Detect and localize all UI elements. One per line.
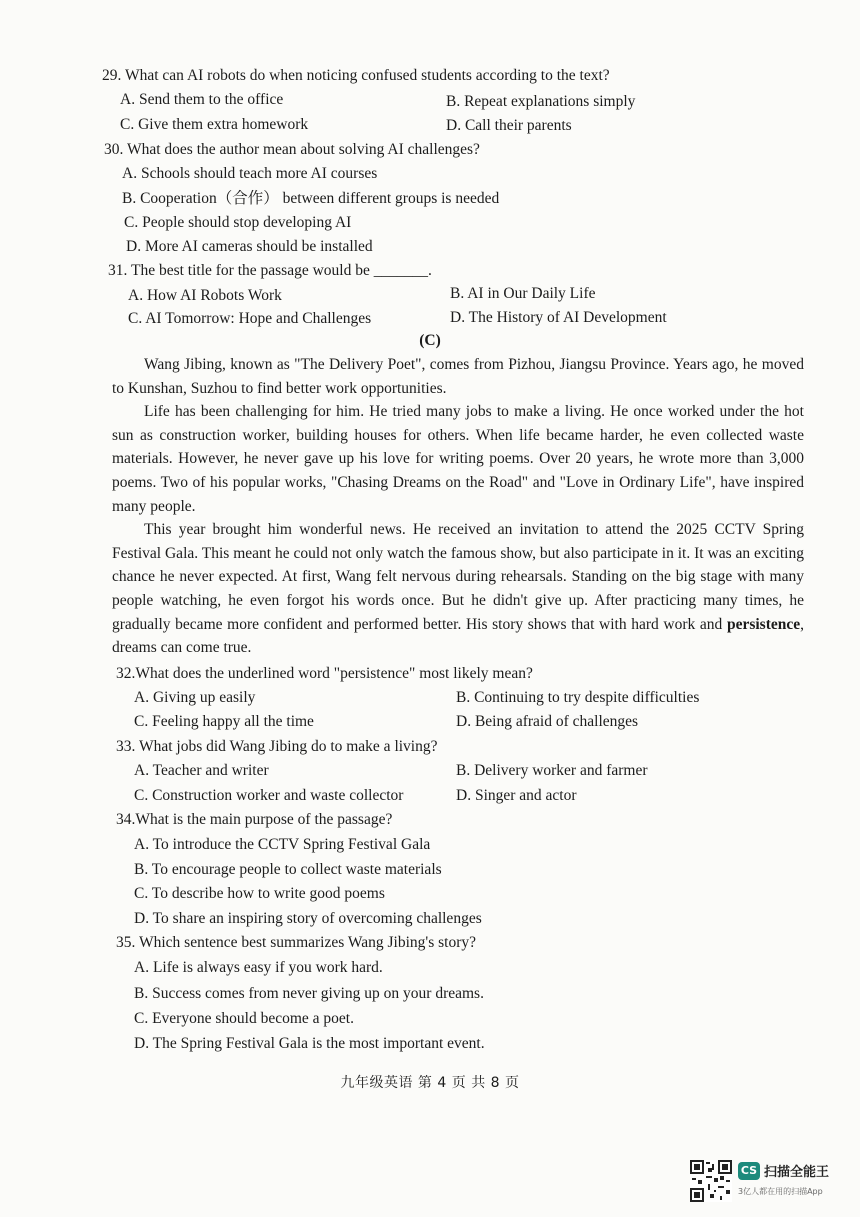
question-35-option-c: C. Everyone should become a poet. bbox=[134, 1010, 354, 1027]
scanner-tagline: 3亿人都在用的扫描App bbox=[738, 1187, 823, 1196]
question-33-option-c: C. Construction worker and waste collector bbox=[134, 787, 404, 804]
question-34-option-a: A. To introduce the CCTV Spring Festival Gala bbox=[134, 836, 431, 853]
question-29-option-d: D. Call their parents bbox=[446, 117, 572, 134]
section-c-label: (C) bbox=[419, 332, 441, 349]
question-30-option-b: B. Cooperation（合作） between different groups is needed bbox=[122, 190, 500, 207]
question-35-option-b: B. Success comes from never giving up on your dreams. bbox=[134, 985, 484, 1002]
cs-logo: CS bbox=[738, 1162, 760, 1180]
question-31-option-b: B. AI in Our Daily Life bbox=[450, 285, 596, 302]
paragraph-3-text: This year brought him wonderful news. He received an invitation to attend the 2025 CCTV Spring Festival Gala. This meant he could not only watch the famous show, but also participate in it. It was an exciting chance he never expected. At first, Wang felt nervous during rehearsals. Standing on the big stage with many people watching, he even forgot his words once. But he didn't give up. After practicing many times, he gradually became more confident and performed better. His story shows that with hard work and bbox=[112, 521, 804, 633]
question-30-option-c: C. People should stop developing AI bbox=[124, 214, 352, 231]
question-33-option-d: D. Singer and actor bbox=[456, 787, 577, 804]
passage-paragraph-2: Life has been challenging for him. He tried many jobs to make a living. He once worked under the hot sun as construction worker, building houses for others. When life became harder, he even collected waste materials. However, he never gave up his love for writing poems. Over 20 years, he wrote more than 3,000 poems. Two of his popular works, "Chasing Dreams on the Road" and "Love in Ordinary Life", have inspired many people. bbox=[112, 403, 804, 515]
question-32-option-c: C. Feeling happy all the time bbox=[134, 713, 314, 730]
question-32-option-b: B. Continuing to try despite difficulties bbox=[456, 689, 700, 706]
question-31-stem: 31. The best title for the passage would be _______. bbox=[108, 262, 432, 279]
question-30-stem: 30. What does the author mean about solving AI challenges? bbox=[104, 141, 480, 158]
question-29-option-b: B. Repeat explanations simply bbox=[446, 93, 636, 110]
question-30-option-a: A. Schools should teach more AI courses bbox=[122, 165, 378, 182]
question-31-option-c: C. AI Tomorrow: Hope and Challenges bbox=[128, 310, 372, 327]
page-footer: 九年级英语 第 4 页 共 8 页 bbox=[340, 1075, 520, 1091]
passage-paragraph-3 bbox=[112, 518, 804, 660]
question-34-option-d: D. To share an inspiring story of overcoming challenges bbox=[134, 910, 482, 927]
question-32-stem: 32.What does the underlined word "persistence" most likely mean? bbox=[116, 665, 533, 682]
question-33-option-a: A. Teacher and writer bbox=[134, 762, 269, 779]
question-34-option-c: C. To describe how to write good poems bbox=[134, 885, 385, 902]
question-35-stem: 35. Which sentence best summarizes Wang Jibing's story? bbox=[116, 934, 476, 951]
question-29-option-a: A. Send them to the office bbox=[120, 91, 284, 108]
keyword-persistence: persistence bbox=[726, 615, 801, 633]
question-31-option-a: A. How AI Robots Work bbox=[128, 287, 282, 304]
question-35-option-d: D. The Spring Festival Gala is the most important event. bbox=[134, 1035, 485, 1052]
question-32-option-d: D. Being afraid of challenges bbox=[456, 713, 639, 730]
question-34-option-b: B. To encourage people to collect waste materials bbox=[134, 861, 442, 878]
question-34-stem: 34.What is the main purpose of the passage? bbox=[116, 811, 393, 828]
qr-code-icon bbox=[690, 1160, 732, 1202]
question-29-stem: 29. What can AI robots do when noticing confused students according to the text? bbox=[102, 67, 610, 84]
reading-passage-c bbox=[112, 353, 804, 660]
scanner-watermark bbox=[690, 1160, 840, 1204]
paragraph-3-end: , dreams can come true. bbox=[112, 615, 804, 657]
question-29-option-c: C. Give them extra homework bbox=[120, 116, 309, 133]
question-32-option-a: A. Giving up easily bbox=[134, 689, 256, 706]
question-33-stem: 33. What jobs did Wang Jibing do to make a living? bbox=[116, 738, 438, 755]
question-33-option-b: B. Delivery worker and farmer bbox=[456, 762, 648, 779]
passage-paragraph-1: Wang Jibing, known as "The Delivery Poet", comes from Pizhou, Jiangsu Province. Years ago, he moved to Kunshan, Suzhou to find better work opportunities. bbox=[112, 356, 804, 397]
question-35-option-a: A. Life is always easy if you work hard. bbox=[134, 959, 383, 976]
scanner-app-name: 扫描全能王 bbox=[764, 1165, 830, 1180]
question-31-option-d: D. The History of AI Development bbox=[450, 309, 667, 326]
question-30-option-d: D. More AI cameras should be installed bbox=[126, 238, 373, 255]
